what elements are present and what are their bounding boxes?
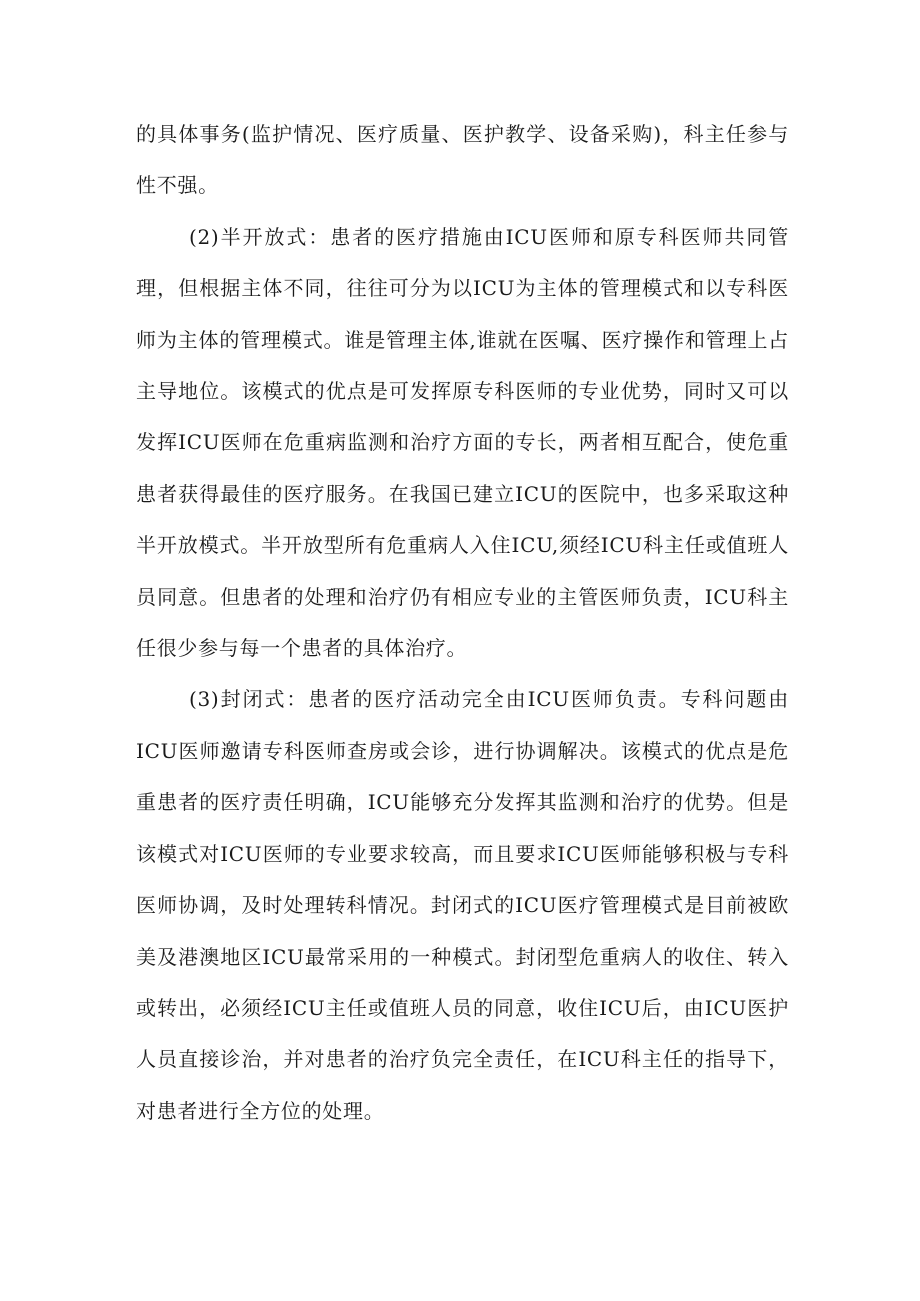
paragraph-semi-open-mode: (2)半开放式：患者的医疗措施由ICU医师和原专科医师共同管理，但根据主体不同，往往可分为以ICU为主体的管理模式和以专科医师为主体的管理模式。谁是管理主体,谁就在医嘱、医疗操作和管理上占主导地位。该模式的优点是可发挥原专科医师的专业优势，同时又可以发挥ICU医师在危重病监测和治疗方面的专长，两者相互配合，使危重患者获得最佳的医疗服务。在我国已建立ICU的医院中，也多采取这种半开放模式。半开放型所有危重病人入住ICU,须经ICU科主任或值班人员同意。但患者的处理和治疗仍有相应专业的主管医师负责，ICU科主任很少参与每一个患者的具体治疗。	[136, 224, 789, 661]
paragraph-continuation: 的具体事务(监护情况、医疗质量、医护教学、设备采购)，科主任参与性不强。	[136, 122, 789, 198]
document-body	[136, 109, 789, 1137]
paragraph-closed-mode: (3)封闭式：患者的医疗活动完全由ICU医师负责。专科问题由ICU医师邀请专科医师查房或会诊，进行协调解决。该模式的优点是危重患者的医疗责任明确，ICU能够充分发挥其监测和治疗的优势。但是该模式对ICU医师的专业要求较高，而且要求ICU医师能够积极与专科医师协调，及时处理转科情况。封闭式的ICU医疗管理模式是目前被欧美及港澳地区ICU最常采用的一种模式。封闭型危重病人的收住、转入或转出，必须经ICU主任或值班人员的同意，收住ICU后，由ICU医护人员直接诊治，并对患者的治疗负完全责任，在ICU科主任的指导下，对患者进行全方位的处理。	[136, 687, 789, 1123]
